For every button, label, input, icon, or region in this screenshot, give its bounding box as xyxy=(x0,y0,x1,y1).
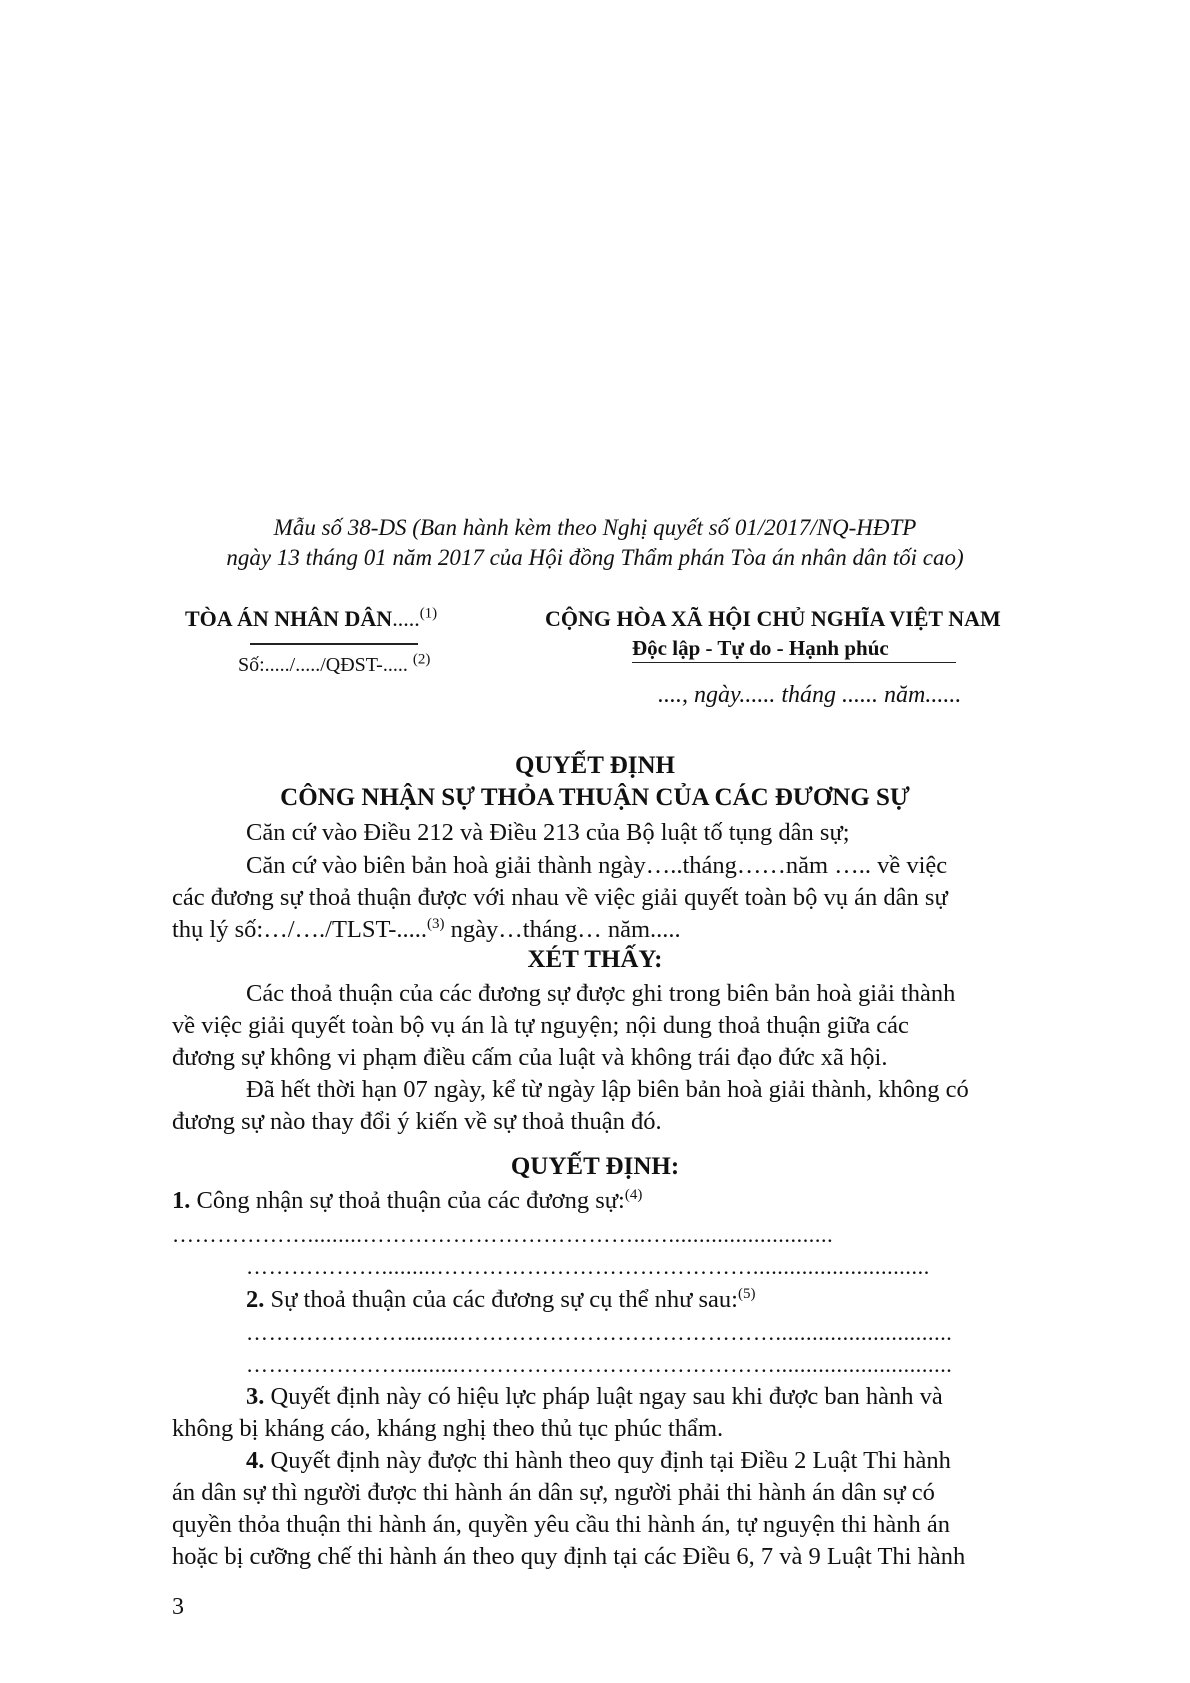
page-number: 3 xyxy=(172,1594,184,1620)
findings-p1-line-2: về việc giải quyết toàn bộ vụ án là tự nguyện; nội dung thoả thuận giữa các xyxy=(172,1012,909,1039)
motto-underline xyxy=(632,662,956,663)
court-name xyxy=(185,606,437,632)
place-date-line: ...., ngày...... tháng ...... năm...... xyxy=(658,682,962,708)
court-name-dots: ..... xyxy=(392,606,420,631)
decision-number xyxy=(238,651,431,677)
decision-item-4-line-4: hoặc bị cưỡng chế thi hành án theo quy định tại các Điều 6, 7 và 9 Luật Thi hành xyxy=(172,1543,966,1570)
footnote-ref-3: (3) xyxy=(427,915,445,932)
decision-heading: QUYẾT ĐỊNH: xyxy=(510,1153,680,1180)
decision-item-3-line-2: không bị kháng cáo, kháng nghị theo thủ tục phúc thẩm. xyxy=(172,1415,724,1442)
basis-line-1: Căn cứ vào Điều 212 và Điều 213 của Bộ luật tố tụng dân sự; xyxy=(246,819,850,846)
findings-p2-line-2: đương sự nào thay đổi ý kiến về sự thoả thuận đó. xyxy=(172,1108,662,1135)
item-3-number: 3. xyxy=(246,1383,265,1410)
case-number-text: thụ lý số:…/…./TLST-..... xyxy=(172,916,428,943)
item-4-number: 4. xyxy=(246,1447,265,1474)
decision-number-text: Số:...../...../QĐST-..... xyxy=(238,654,408,676)
decision-item-3-line-1 xyxy=(246,1383,943,1411)
basis-line-2: Căn cứ vào biên bản hoà giải thành ngày…..tháng……năm ….. về việc xyxy=(246,852,948,879)
footnote-ref-4: (4) xyxy=(624,1186,643,1203)
republic-name: CỘNG HÒA XÃ HỘI CHỦ NGHĨA VIỆT NAM xyxy=(545,606,1001,631)
item-1-fill-line-2: ……………….........……………………………………............................. xyxy=(246,1254,930,1279)
footnote-ref-5: (5) xyxy=(738,1285,756,1302)
decision-item-2 xyxy=(246,1286,756,1314)
court-name-underline xyxy=(250,643,418,645)
decision-item-4-line-3: quyền thỏa thuận thi hành án, quyền yêu cầu thi hành án, tự nguyện thi hành án xyxy=(172,1511,951,1538)
decision-item-4-line-2: án dân sự thì người được thi hành án dân sự, người phải thi hành án dân sự có xyxy=(172,1479,935,1506)
item-3-text: Quyết định này có hiệu lực pháp luật ngay sau khi được ban hành và xyxy=(264,1383,943,1410)
item-1-number: 1. xyxy=(172,1187,191,1214)
findings-p2-line-1: Đã hết thời hạn 07 ngày, kể từ ngày lập biên bản hoà giải thành, không có xyxy=(246,1076,969,1103)
item-2-number: 2. xyxy=(246,1286,265,1313)
item-2-fill-line-1: ………………….........……………………………………............................. xyxy=(246,1320,953,1345)
findings-p1-line-1: Các thoả thuận của các đương sự được ghi trong biên bản hoà giải thành xyxy=(246,980,956,1007)
basis-line-3: các đương sự thoả thuận được với nhau về việc giải quyết toàn bộ vụ án dân sự xyxy=(172,884,948,911)
item-4-text: Quyết định này được thi hành theo quy định tại Điều 2 Luật Thi hành xyxy=(264,1447,951,1474)
decision-item-4-line-1 xyxy=(246,1447,951,1475)
basis-line-4 xyxy=(172,916,681,944)
document-subtitle: CÔNG NHẬN SỰ THỎA THUẬN CỦA CÁC ĐƯƠNG SỰ xyxy=(280,784,910,811)
court-name-text: TÒA ÁN NHÂN DÂN xyxy=(185,606,393,631)
item-1-text: Công nhận sự thoả thuận của các đương sự: xyxy=(190,1187,625,1214)
form-reference-line-2: ngày 13 tháng 01 năm 2017 của Hội đồng Thẩm phán Tòa án nhân dân tối cao) xyxy=(226,545,964,570)
decision-item-1 xyxy=(172,1187,642,1215)
document-title: QUYẾT ĐỊNH xyxy=(515,752,675,779)
item-1-fill-line-1: ……………….........………………………………..…........................... xyxy=(172,1222,834,1247)
findings-heading: XÉT THẤY: xyxy=(527,946,663,973)
footnote-ref-1: (1) xyxy=(419,605,438,622)
form-reference-line-1: Mẫu số 38-DS (Ban hành kèm theo Nghị quyết số 01/2017/NQ-HĐTP xyxy=(273,515,917,540)
national-motto: Độc lập - Tự do - Hạnh phúc xyxy=(632,636,889,660)
findings-p1-line-3: đương sự không vi phạm điều cấm của luật và không trái đạo đức xã hội. xyxy=(172,1044,888,1071)
item-2-text: Sự thoả thuận của các đương sự cụ thể như sau: xyxy=(264,1286,738,1313)
item-2-fill-line-2: ………………….........……………………………………............................. xyxy=(246,1352,953,1377)
case-date-text: ngày…tháng… năm..... xyxy=(444,916,681,943)
footnote-ref-2: (2) xyxy=(412,651,431,668)
